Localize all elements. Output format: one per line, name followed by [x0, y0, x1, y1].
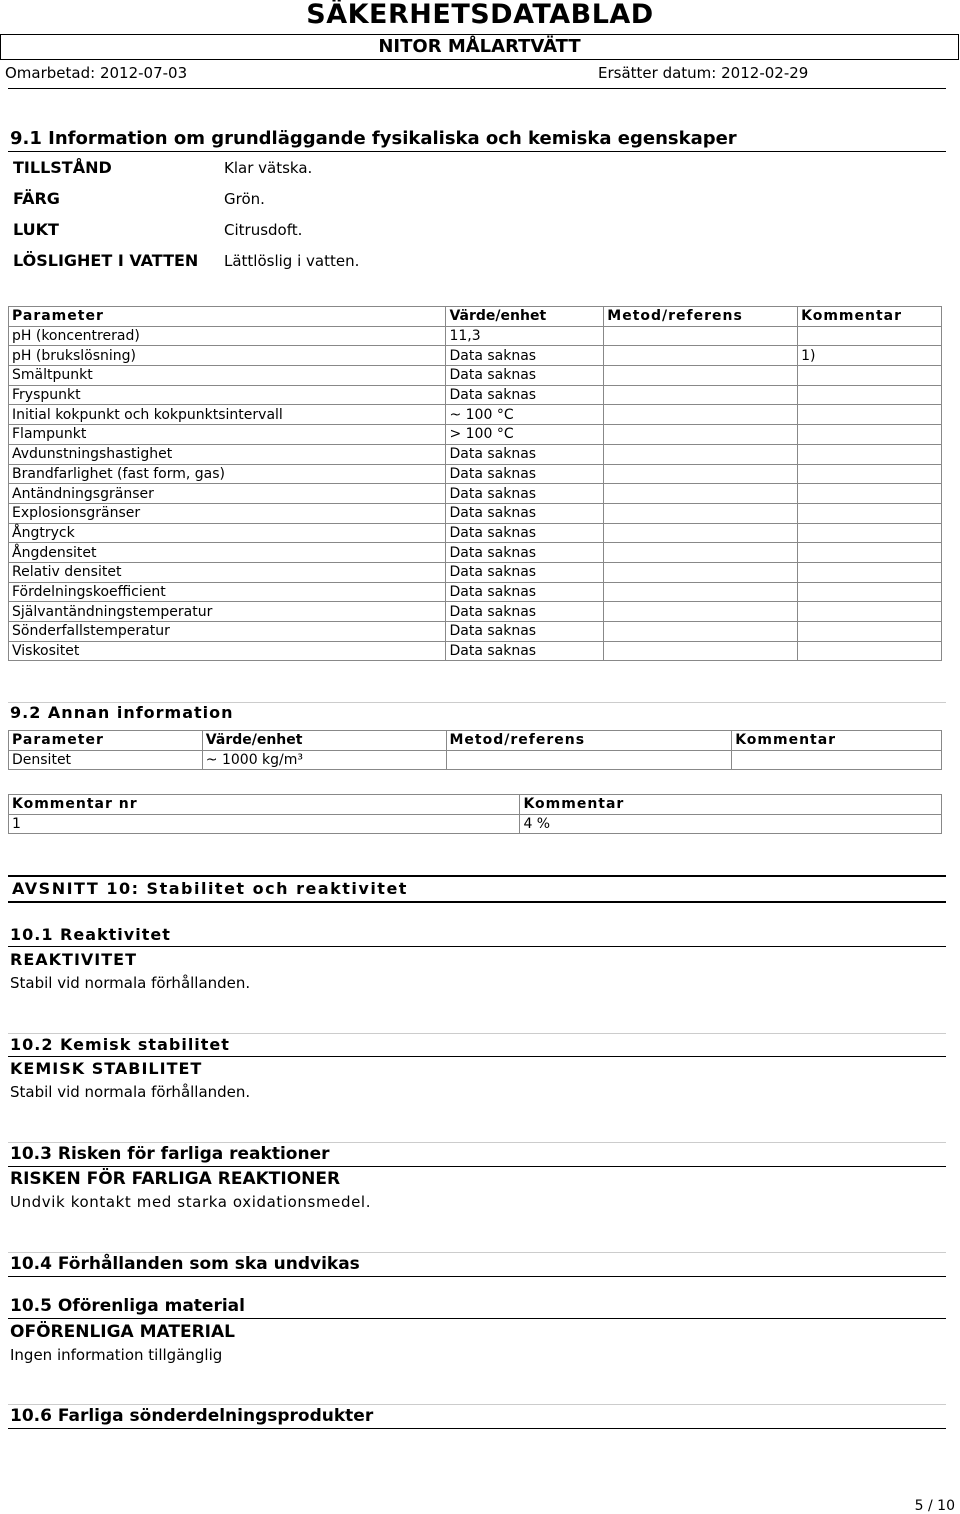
cell-value: Data saknas — [446, 602, 604, 622]
table-row — [9, 503, 942, 523]
col-header-comment-no: Kommentar nr — [9, 795, 520, 815]
cell-parameter: Initial kokpunkt och kokpunktsintervall — [9, 405, 446, 425]
table-row — [9, 582, 942, 602]
cell-parameter: Fryspunkt — [9, 385, 446, 405]
document-title: SÄKERHETSDATABLAD — [306, 0, 654, 30]
other-info-table — [8, 730, 942, 770]
section-9-1-heading: 9.1 Information om grundläggande fysikaliska och kemiska egenskaper — [10, 128, 737, 149]
cell-value: Data saknas — [446, 641, 604, 661]
section-10-4-heading: 10.4 Förhållanden som ska undvikas — [10, 1254, 360, 1274]
table-row — [9, 484, 942, 504]
cell-parameter: Avdunstningshastighet — [9, 444, 446, 464]
cell-value: Data saknas — [446, 464, 604, 484]
cell-comment — [798, 543, 942, 563]
product-name: NITOR MÅLARTVÄTT — [0, 34, 959, 60]
section-10-2-top-rule — [8, 1033, 946, 1034]
table-row — [9, 425, 942, 445]
section-10-3-rule — [8, 1166, 946, 1167]
cell-value: Data saknas — [446, 366, 604, 386]
col-header-method: Metod/referens — [446, 731, 732, 751]
cell-value: Data saknas — [446, 543, 604, 563]
table-row — [9, 641, 942, 661]
col-header-comment: Kommentar — [798, 307, 942, 327]
cell-parameter: pH (brukslösning) — [9, 346, 446, 366]
section-10-heading: AVSNITT 10: Stabilitet och reaktivitet — [12, 879, 408, 898]
section-9-1-rule — [8, 151, 946, 152]
col-header-parameter: Parameter — [9, 307, 446, 327]
section-10-2-rule — [8, 1056, 946, 1057]
section-10-6-top-rule — [8, 1404, 946, 1405]
cell-method — [604, 622, 798, 642]
col-header-value: Värde/enhet — [202, 731, 446, 751]
replaces-label: Ersätter datum: — [598, 64, 717, 82]
cell-comment — [798, 622, 942, 642]
cell-method — [604, 444, 798, 464]
cell-value: Data saknas — [446, 622, 604, 642]
prop-label-state: TILLSTÅND — [13, 158, 112, 177]
cell-value: > 100 °C — [446, 425, 604, 445]
table-row — [9, 602, 942, 622]
table-header-row — [9, 731, 942, 751]
cell-method — [604, 543, 798, 563]
cell-value: Data saknas — [446, 484, 604, 504]
cell-value: Data saknas — [446, 582, 604, 602]
comment-notes-table — [8, 794, 942, 834]
prop-label-odor: LUKT — [13, 220, 59, 239]
section-10-4-top-rule — [8, 1252, 946, 1253]
cell-method — [604, 385, 798, 405]
table-row — [9, 814, 942, 834]
table-row — [9, 622, 942, 642]
cell-method — [604, 366, 798, 386]
section-9-2-heading: 9.2 Annan information — [10, 703, 234, 722]
prop-value-solubility: Lättlöslig i vatten. — [224, 252, 360, 270]
cell-comment — [798, 562, 942, 582]
section-10-3-heading: 10.3 Risken för farliga reaktioner — [10, 1144, 330, 1164]
revised-date: Omarbetad: 2012-07-03 — [5, 64, 188, 82]
cell-comment: 4 % — [520, 814, 942, 834]
hazardous-reactions-text: Undvik kontakt med starka oxidationsmedel. — [10, 1193, 372, 1211]
replaces-date — [598, 64, 808, 82]
section-10-1-heading: 10.1 Reaktivitet — [10, 925, 171, 944]
prop-value-color: Grön. — [224, 190, 265, 208]
cell-comment — [732, 750, 942, 770]
table-row — [9, 750, 942, 770]
section-10-2-heading: 10.2 Kemisk stabilitet — [10, 1035, 230, 1054]
table-row — [9, 346, 942, 366]
section-10-5-heading: 10.5 Oförenliga material — [10, 1296, 245, 1316]
section-10-3-top-rule — [8, 1142, 946, 1143]
cell-value: Data saknas — [446, 444, 604, 464]
cell-parameter: Viskositet — [9, 641, 446, 661]
cell-comment — [798, 464, 942, 484]
section-10-4-rule — [8, 1276, 946, 1277]
cell-method — [604, 602, 798, 622]
section-10-1-rule — [8, 946, 946, 947]
cell-parameter: Densitet — [9, 750, 203, 770]
cell-parameter: Flampunkt — [9, 425, 446, 445]
cell-comment — [798, 602, 942, 622]
cell-comment-no: 1 — [9, 814, 520, 834]
cell-comment — [798, 444, 942, 464]
cell-parameter: Relativ densitet — [9, 562, 446, 582]
col-header-comment: Kommentar — [520, 795, 942, 815]
cell-comment — [798, 425, 942, 445]
section-10-top-rule — [8, 875, 946, 877]
table-row — [9, 562, 942, 582]
cell-method — [604, 425, 798, 445]
section-10-5-rule — [8, 1318, 946, 1319]
cell-parameter: Antändningsgränser — [9, 484, 446, 504]
cell-comment — [798, 484, 942, 504]
col-header-value: Värde/enhet — [446, 307, 604, 327]
table-row — [9, 464, 942, 484]
cell-method — [446, 750, 732, 770]
table-row — [9, 444, 942, 464]
cell-value: 11,3 — [446, 326, 604, 346]
cell-parameter: Självantändningstemperatur — [9, 602, 446, 622]
cell-method — [604, 326, 798, 346]
section-10-6-rule — [8, 1428, 946, 1429]
cell-parameter: Explosionsgränser — [9, 503, 446, 523]
cell-comment: 1) — [798, 346, 942, 366]
cell-parameter: Sönderfallstemperatur — [9, 622, 446, 642]
prop-value-state: Klar vätska. — [224, 159, 313, 177]
cell-parameter: Brandfarlighet (fast form, gas) — [9, 464, 446, 484]
incompatible-materials-text: Ingen information tillgänglig — [10, 1346, 223, 1364]
table-row — [9, 523, 942, 543]
col-header-parameter: Parameter — [9, 731, 203, 751]
prop-label-solubility: LÖSLIGHET I VATTEN — [13, 251, 199, 270]
cell-comment — [798, 385, 942, 405]
cell-value: Data saknas — [446, 385, 604, 405]
cell-method — [604, 562, 798, 582]
table-row — [9, 385, 942, 405]
cell-parameter: Ångtryck — [9, 523, 446, 543]
reactivity-label: REAKTIVITET — [10, 950, 137, 969]
cell-parameter: pH (koncentrerad) — [9, 326, 446, 346]
table-row — [9, 543, 942, 563]
cell-comment — [798, 523, 942, 543]
reactivity-text: Stabil vid normala förhållanden. — [10, 974, 251, 992]
incompatible-materials-label: OFÖRENLIGA MATERIAL — [10, 1322, 236, 1342]
cell-parameter: Fördelningskoefficient — [9, 582, 446, 602]
cell-method — [604, 523, 798, 543]
col-header-comment: Kommentar — [732, 731, 942, 751]
cell-method — [604, 464, 798, 484]
section-10-6-heading: 10.6 Farliga sönderdelningsprodukter — [10, 1406, 374, 1426]
cell-comment — [798, 582, 942, 602]
cell-method — [604, 503, 798, 523]
cell-value: Data saknas — [446, 346, 604, 366]
prop-value-odor: Citrusdoft. — [224, 221, 303, 239]
section-10-bottom-rule — [8, 901, 946, 903]
cell-comment — [798, 503, 942, 523]
cell-value: ~ 100 °C — [446, 405, 604, 425]
cell-comment — [798, 405, 942, 425]
replaces-value: 2012-02-29 — [721, 64, 809, 82]
stability-text: Stabil vid normala förhållanden. — [10, 1083, 251, 1101]
properties-table — [8, 306, 942, 661]
page-number: 5 / 10 — [914, 1498, 955, 1514]
cell-method — [604, 405, 798, 425]
cell-comment — [798, 326, 942, 346]
col-header-method: Metod/referens — [604, 307, 798, 327]
prop-label-color: FÄRG — [13, 189, 60, 208]
cell-value: Data saknas — [446, 523, 604, 543]
cell-value: Data saknas — [446, 503, 604, 523]
cell-comment — [798, 366, 942, 386]
cell-value: Data saknas — [446, 562, 604, 582]
table-row — [9, 366, 942, 386]
cell-comment — [798, 641, 942, 661]
cell-method — [604, 582, 798, 602]
hazardous-reactions-label: RISKEN FÖR FARLIGA REAKTIONER — [10, 1169, 341, 1189]
stability-label: KEMISK STABILITET — [10, 1059, 203, 1078]
cell-method — [604, 484, 798, 504]
cell-method — [604, 641, 798, 661]
header-divider — [8, 88, 946, 89]
table-row — [9, 405, 942, 425]
cell-parameter: Smältpunkt — [9, 366, 446, 386]
table-row — [9, 326, 942, 346]
cell-parameter: Ångdensitet — [9, 543, 446, 563]
cell-method — [604, 346, 798, 366]
cell-value: ~ 1000 kg/m³ — [202, 750, 446, 770]
table-header-row — [9, 307, 942, 327]
table-header-row — [9, 795, 942, 815]
